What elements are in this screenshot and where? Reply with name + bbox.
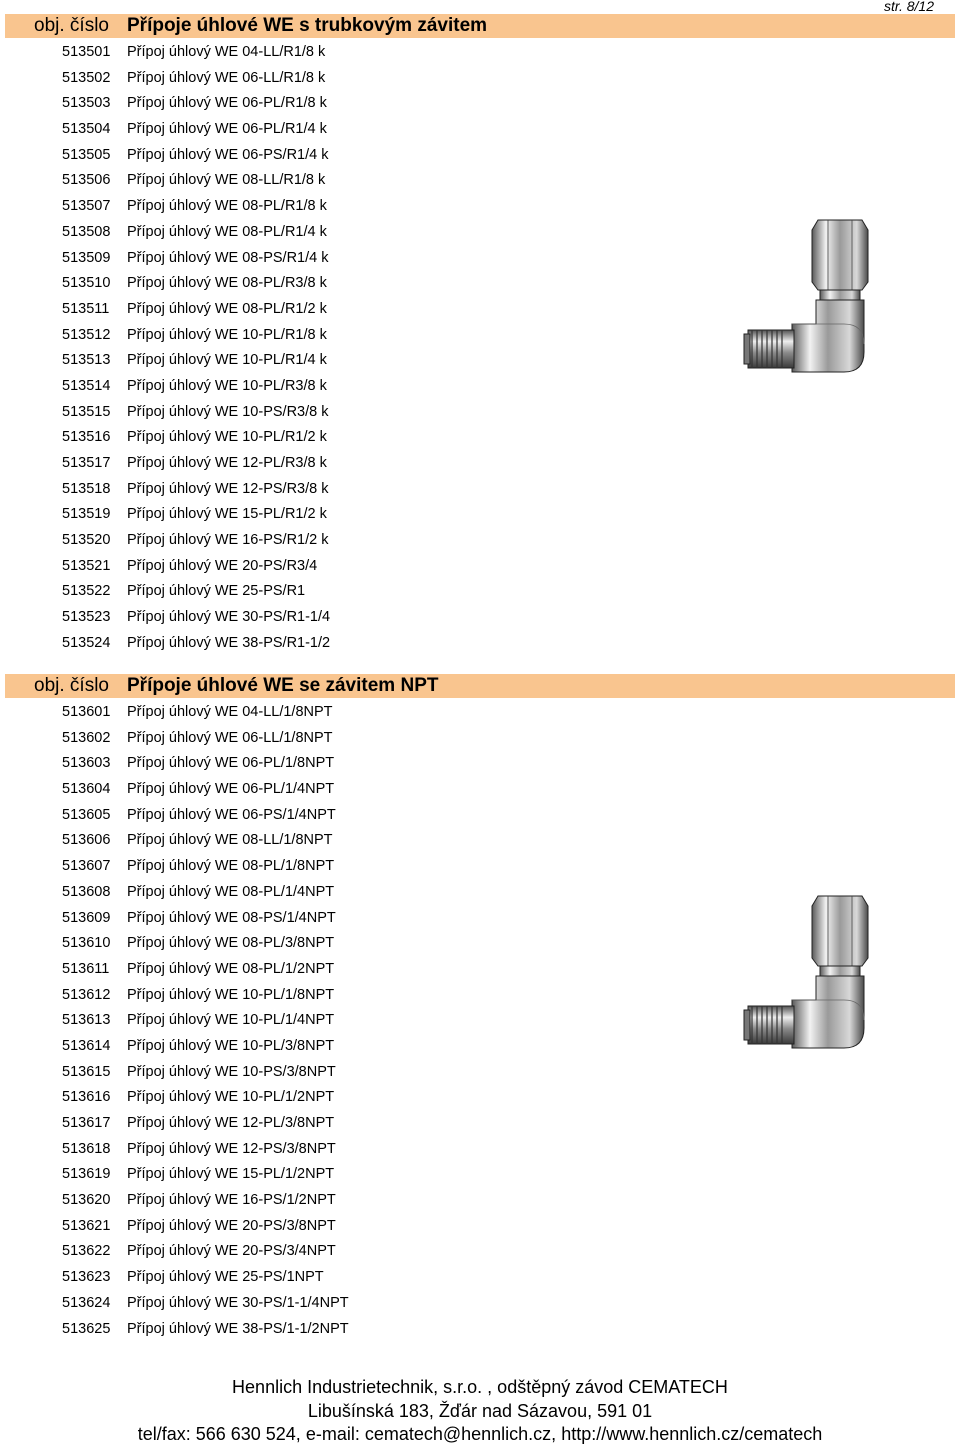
item-code: 513604 xyxy=(62,781,111,798)
item-description: Přípoj úhlový WE 30-PS/1-1/4NPT xyxy=(127,1294,349,1311)
list-item xyxy=(0,1161,960,1187)
item-description: Přípoj úhlový WE 06-PL/R1/8 k xyxy=(127,95,327,112)
item-code: 513507 xyxy=(62,198,111,215)
item-description: Přípoj úhlový WE 06-LL/R1/8 k xyxy=(127,69,326,86)
item-code: 513624 xyxy=(62,1294,111,1311)
item-code: 513519 xyxy=(62,506,111,523)
list-item xyxy=(0,725,960,751)
item-code: 513505 xyxy=(62,146,111,163)
item-description: Přípoj úhlový WE 20-PS/R3/4 xyxy=(127,557,318,574)
item-code: 513514 xyxy=(62,377,111,394)
item-description: Přípoj úhlový WE 25-PS/R1 xyxy=(127,583,306,600)
item-description: Přípoj úhlový WE 06-PS/R1/4 k xyxy=(127,146,329,163)
item-description: Přípoj úhlový WE 16-PS/R1/2 k xyxy=(127,532,329,549)
item-code: 513523 xyxy=(62,609,111,626)
list-item xyxy=(0,750,960,776)
item-code: 513504 xyxy=(62,121,111,138)
item-code: 513603 xyxy=(62,755,111,772)
page-number: str. 8/12 xyxy=(883,0,934,14)
item-code: 513501 xyxy=(62,44,111,60)
item-code: 513518 xyxy=(62,480,111,497)
section-header xyxy=(5,674,955,698)
item-code: 513606 xyxy=(62,832,111,849)
column-label: obj. číslo xyxy=(34,15,109,36)
item-code: 513503 xyxy=(62,95,111,112)
item-description: Přípoj úhlový WE 10-PL/3/8NPT xyxy=(127,1037,335,1054)
column-label: obj. číslo xyxy=(34,675,109,696)
item-description: Přípoj úhlový WE 25-PS/1NPT xyxy=(127,1269,324,1286)
list-item xyxy=(0,476,960,502)
item-description: Přípoj úhlový WE 08-PS/R1/4 k xyxy=(127,249,329,266)
item-description: Přípoj úhlový WE 06-PL/1/4NPT xyxy=(127,781,335,798)
item-code: 513615 xyxy=(62,1063,111,1080)
list-item xyxy=(0,1110,960,1136)
item-code: 513617 xyxy=(62,1115,111,1131)
item-code: 513611 xyxy=(62,960,110,977)
list-item xyxy=(0,142,960,168)
list-item xyxy=(0,424,960,450)
item-code: 513610 xyxy=(62,935,111,952)
list-item xyxy=(0,116,960,142)
item-code: 513621 xyxy=(62,1217,111,1234)
list-item xyxy=(0,527,960,553)
list-item xyxy=(0,1213,960,1239)
item-code: 513607 xyxy=(62,858,111,875)
list-item xyxy=(0,553,960,579)
list-item xyxy=(0,578,960,604)
item-description: Přípoj úhlový WE 06-PL/1/8NPT xyxy=(127,755,335,772)
item-description: Přípoj úhlový WE 04-LL/1/8NPT xyxy=(127,704,333,720)
list-item xyxy=(0,630,960,656)
item-description: Přípoj úhlový WE 12-PL/R3/8 k xyxy=(127,455,327,471)
item-description: Přípoj úhlový WE 08-PL/1/8NPT xyxy=(127,858,335,875)
item-description: Přípoj úhlový WE 20-PS/3/8NPT xyxy=(127,1217,336,1234)
item-description: Přípoj úhlový WE 08-PL/1/2NPT xyxy=(127,960,335,977)
item-code: 513512 xyxy=(62,326,111,343)
item-description: Přípoj úhlový WE 10-PL/1/8NPT xyxy=(127,986,335,1003)
item-code: 513521 xyxy=(62,557,111,574)
item-description: Přípoj úhlový WE 15-PL/R1/2 k xyxy=(127,506,327,523)
list-item xyxy=(0,853,960,879)
item-description: Přípoj úhlový WE 16-PS/1/2NPT xyxy=(127,1192,336,1209)
item-description: Přípoj úhlový WE 38-PS/R1-1/2 xyxy=(127,634,331,651)
item-code: 513508 xyxy=(62,223,111,240)
list-item xyxy=(0,1059,960,1085)
list-item xyxy=(0,1290,960,1316)
item-description: Přípoj úhlový WE 08-PL/R1/8 k xyxy=(127,198,327,215)
item-description: Přípoj úhlový WE 15-PL/1/2NPT xyxy=(127,1166,335,1183)
item-description: Přípoj úhlový WE 10-PL/R1/8 k xyxy=(127,326,327,343)
item-code: 513622 xyxy=(62,1243,111,1260)
list-item xyxy=(0,167,960,193)
item-description: Přípoj úhlový WE 08-LL/1/8NPT xyxy=(127,832,333,849)
item-description: Přípoj úhlový WE 10-PS/3/8NPT xyxy=(127,1063,336,1080)
item-code: 513513 xyxy=(62,352,111,369)
item-description: Přípoj úhlový WE 06-PS/1/4NPT xyxy=(127,806,336,823)
item-description: Přípoj úhlový WE 10-PL/R1/2 k xyxy=(127,429,327,446)
item-description: Přípoj úhlový WE 04-LL/R1/8 k xyxy=(127,44,326,60)
item-code: 513520 xyxy=(62,532,111,549)
item-description: Přípoj úhlový WE 38-PS/1-1/2NPT xyxy=(127,1320,349,1337)
item-code: 513623 xyxy=(62,1269,111,1286)
list-item xyxy=(0,1084,960,1110)
item-code: 513509 xyxy=(62,249,111,266)
item-description: Přípoj úhlový WE 08-PL/3/8NPT xyxy=(127,935,335,952)
item-code: 513609 xyxy=(62,909,111,926)
list-item xyxy=(0,65,960,91)
list-item xyxy=(0,1187,960,1213)
list-item xyxy=(0,802,960,828)
item-description: Přípoj úhlový WE 12-PS/3/8NPT xyxy=(127,1140,336,1157)
item-code: 513613 xyxy=(62,1012,111,1029)
section-title: Přípoje úhlové WE se závitem NPT xyxy=(127,675,439,696)
item-code: 513612 xyxy=(62,986,111,1003)
item-code: 513502 xyxy=(62,69,111,86)
list-item xyxy=(0,604,960,630)
item-description: Přípoj úhlový WE 08-PL/1/4NPT xyxy=(127,883,335,900)
item-description: Přípoj úhlový WE 08-PL/R1/2 k xyxy=(127,300,327,317)
elbow-fitting-image xyxy=(740,888,890,1058)
list-item xyxy=(0,776,960,802)
item-code: 513620 xyxy=(62,1192,111,1209)
item-description: Přípoj úhlový WE 10-PL/R1/4 k xyxy=(127,352,327,369)
list-item xyxy=(0,501,960,527)
item-code: 513510 xyxy=(62,275,111,292)
item-description: Přípoj úhlový WE 06-LL/1/8NPT xyxy=(127,729,333,746)
item-description: Přípoj úhlový WE 30-PS/R1-1/4 xyxy=(127,609,331,626)
footer xyxy=(0,1376,960,1447)
item-description: Přípoj úhlový WE 12-PS/R3/8 k xyxy=(127,480,329,497)
item-description: Přípoj úhlový WE 08-LL/R1/8 k xyxy=(127,172,326,189)
item-description: Přípoj úhlový WE 10-PL/1/2NPT xyxy=(127,1089,335,1106)
item-code: 513602 xyxy=(62,729,111,746)
elbow-fitting-image xyxy=(740,212,890,382)
item-description: Přípoj úhlový WE 10-PL/R3/8 k xyxy=(127,377,327,394)
list-item xyxy=(0,1238,960,1264)
list-item xyxy=(0,1316,960,1342)
item-code: 513614 xyxy=(62,1037,111,1054)
item-description: Přípoj úhlový WE 08-PL/R3/8 k xyxy=(127,275,327,292)
item-code: 513511 xyxy=(62,300,110,317)
item-description: Přípoj úhlový WE 10-PS/R3/8 k xyxy=(127,403,329,420)
item-code: 513625 xyxy=(62,1320,111,1337)
list-item xyxy=(0,827,960,853)
item-description: Přípoj úhlový WE 10-PL/1/4NPT xyxy=(127,1012,335,1029)
item-code: 513608 xyxy=(62,883,111,900)
item-description: Přípoj úhlový WE 06-PL/R1/4 k xyxy=(127,121,327,138)
footer-address: Libušínská 183, Žďár nad Sázavou, 591 01 xyxy=(307,1400,653,1421)
list-item xyxy=(0,1264,960,1290)
item-code: 513522 xyxy=(62,583,111,600)
item-description: Přípoj úhlový WE 08-PS/1/4NPT xyxy=(127,909,336,926)
footer-company: Hennlich Industrietechnik, s.r.o. , odštěpný závod CEMATECH xyxy=(232,1377,728,1397)
item-code: 513524 xyxy=(62,634,111,651)
item-code: 513516 xyxy=(62,429,111,446)
list-item xyxy=(0,90,960,116)
item-code: 513601 xyxy=(62,704,111,720)
item-code: 513506 xyxy=(62,172,111,189)
item-code: 513618 xyxy=(62,1140,111,1157)
item-code: 513619 xyxy=(62,1166,111,1183)
item-code: 513616 xyxy=(62,1089,111,1106)
list-item xyxy=(0,699,960,725)
list-item xyxy=(0,399,960,425)
list-item xyxy=(0,1136,960,1162)
item-description: Přípoj úhlový WE 12-PL/3/8NPT xyxy=(127,1115,335,1131)
section-title: Přípoje úhlové WE s trubkovým závitem xyxy=(127,15,488,36)
item-description: Přípoj úhlový WE 08-PL/R1/4 k xyxy=(127,223,327,240)
footer-contact: tel/fax: 566 630 524, e-mail: cematech@hennlich.cz, http://www.hennlich.cz/cematech xyxy=(137,1424,823,1444)
list-item xyxy=(0,450,960,476)
list-item xyxy=(0,39,960,65)
item-code: 513515 xyxy=(62,403,111,420)
item-code: 513605 xyxy=(62,806,111,823)
item-code: 513517 xyxy=(62,455,111,471)
item-description: Přípoj úhlový WE 20-PS/3/4NPT xyxy=(127,1243,336,1260)
section-header xyxy=(5,14,955,38)
